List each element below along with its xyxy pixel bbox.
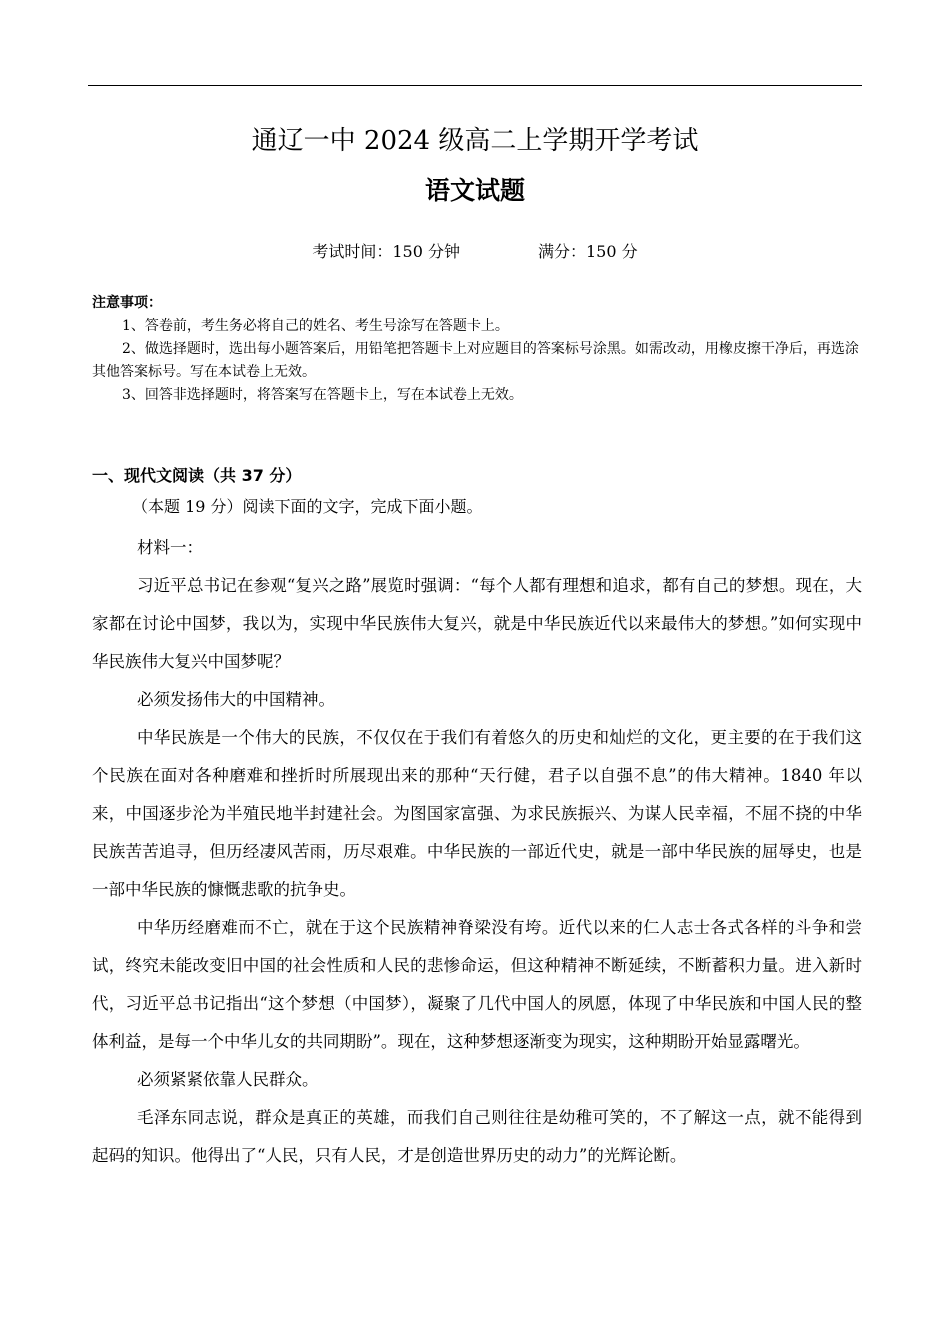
passage-paragraph: 中华民族是一个伟大的民族，不仅仅在于我们有着悠久的历史和灿烂的文化，更主要的在于我们这个民族在面对各种磨难和挫折时所展现出来的那种“天行健，君子以自强不息”的伟大精神。1840 年以来，中国逐步沦为半殖民地半封建社会。为图国家富强、为求民族振兴、为谋人民幸福，不屈不挠的中华民族苦苦追寻，但历经凄风苦雨，历尽艰难。中华民族的一部近代史，就是一部中华民族的屈辱史，也是一部中华民族的慷慨悲歌的抗争史。 [92, 728, 862, 899]
passage-paragraph: 中华历经磨难而不亡，就在于这个民族精神脊梁没有垮。近代以来的仁人志士各式各样的斗争和尝试，终究未能改变旧中国的社会性质和人民的悲惨命运，但这种精神不断延续，不断蓄积力量。进入新时代，习近平总书记指出“这个梦想（中国梦），凝聚了几代中国人的夙愿，体现了中华民族和中国人民的整体利益，是每一个中华儿女的共同期盼”。现在，这种梦想逐渐变为现实，这种期盼开始显露曙光。 [92, 918, 862, 1051]
passage-paragraph: 必须紧紧依靠人民群众。 [137, 1070, 319, 1089]
reading-passage [92, 529, 862, 1175]
exam-info [0, 240, 950, 264]
section-heading: 一、现代文阅读（共 37 分） [92, 466, 302, 485]
exam-title: 通辽一中 2024 级高二上学期开学考试 [251, 126, 699, 156]
notice-item: 1、答卷前，考生务必将自己的姓名、考生号涂写在答题卡上。 [122, 318, 509, 334]
passage-paragraph: 材料一： [137, 538, 203, 557]
notice-item: 2、做选择题时，选出每小题答案后，用铅笔把答题卡上对应题目的答案标号涂黑。如需改动，用橡皮擦干净后，再选涂其他答案标号。写在本试卷上无效。 [92, 341, 859, 380]
notice-item: 3、回答非选择题时，将答案写在答题卡上，写在本试卷上无效。 [122, 387, 523, 403]
exam-time: 考试时间：150 分钟 [312, 242, 460, 261]
passage-paragraph: 毛泽东同志说，群众是真正的英雄，而我们自己则往往是幼稚可笑的，不了解这一点，就不能得到起码的知识。他得出了“人民，只有人民，才是创造世界历史的动力”的光辉论断。 [92, 1108, 862, 1165]
top-divider [88, 85, 862, 86]
exam-score: 满分：150 分 [538, 242, 638, 261]
exam-subtitle: 语文试题 [424, 176, 525, 205]
passage-paragraph: 必须发扬伟大的中国精神。 [137, 690, 335, 709]
question-intro: （本题 19 分）阅读下面的文字，完成下面小题。 [132, 497, 483, 516]
notice-title: 注意事项： [92, 295, 162, 311]
notice-block [92, 292, 862, 407]
passage-paragraph: 习近平总书记在参观“复兴之路”展览时强调：“每个人都有理想和追求，都有自己的梦想。现在，大家都在讨论中国梦，我以为，实现中华民族伟大复兴，就是中华民族近代以来最伟大的梦想。”如何实现中华民族伟大复兴中国梦呢？ [92, 576, 862, 671]
